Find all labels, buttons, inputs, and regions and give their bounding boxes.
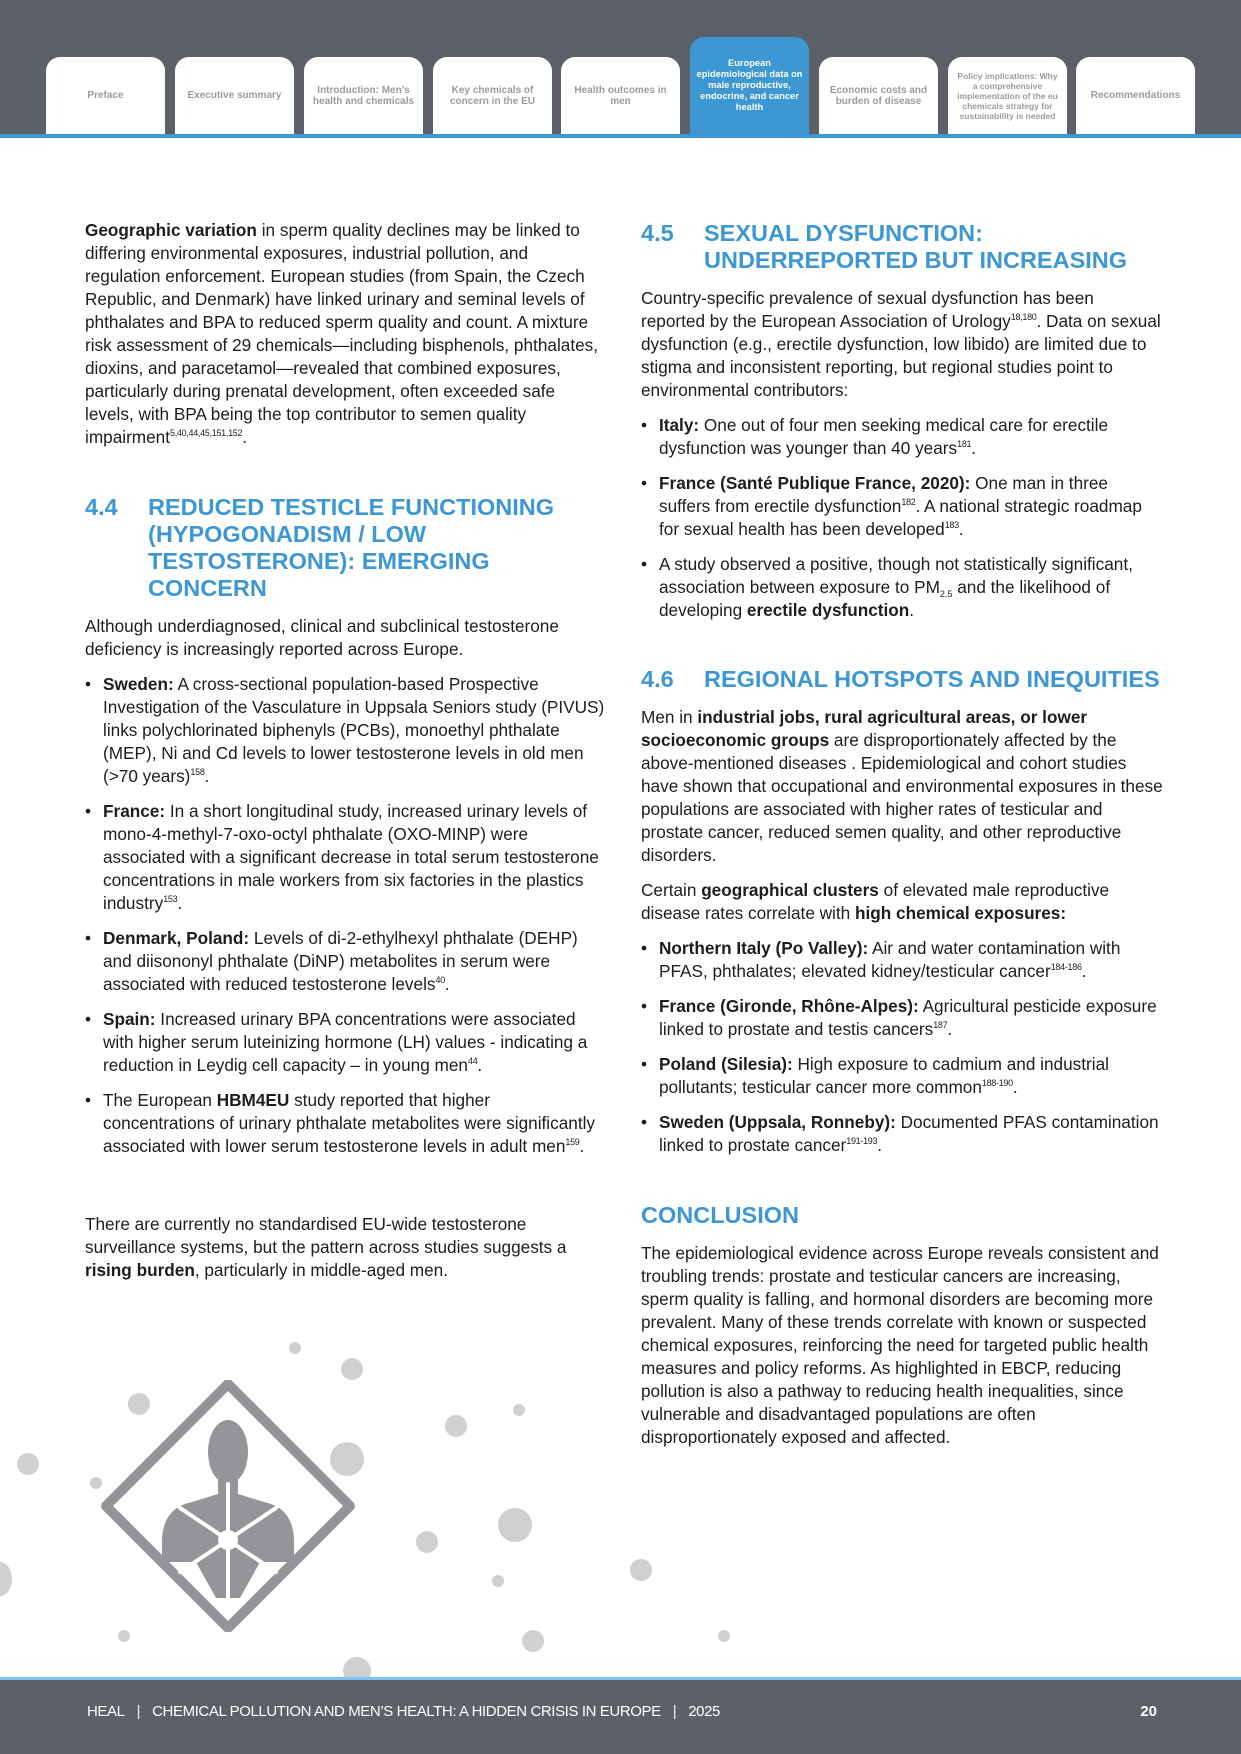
tab-policy-implications[interactable]: Policy implications: Why a comprehensive implementation of the eu chemicals strategy for sustainability is needed: [948, 57, 1067, 134]
section-4-6-bullets: [641, 937, 1166, 1169]
decorative-dot: [522, 1630, 544, 1652]
section-4-5-intro: Country-specific prevalence of sexual dysfunction has been reported by the European Association of Urology$^{18,180}$. Data on sexual dysfunction (e.g., erectile dysfunction, low libido) are limited due to stigma and inconsistent reporting, but regional studies point to environmental contributors:: [641, 288, 1161, 400]
section-4-4-intro: Although underdiagnosed, clinical and subclinical testosterone deficiency is increasingly reported across Europe.: [85, 616, 559, 659]
list-item: • France (Gironde, Rhône-Alpes): Agricultural pesticide exposure linked to prostate and testis cancers$^{187}$.: [641, 995, 1166, 1041]
citation: 5,40,44,45,151,152: [170, 428, 243, 438]
health-hazard-illustration: [0, 1320, 760, 1680]
list-item: • A study observed a positive, though not statistically significant, association between exposure to $PM_{2.5}$ and the likelihood of developing erectile dysfunction.: [641, 553, 1161, 622]
decorative-dot: [513, 1404, 525, 1416]
tab-key-chemicals[interactable]: Key chemicals of concern in the EU: [433, 57, 552, 134]
list-item: • Sweden (Uppsala, Ronneby): Documented PFAS contamination linked to prostate cancer$^{191-193}$.: [641, 1111, 1166, 1157]
section-4-4-closing: There are currently no standardised EU-wide testosterone surveillance systems, but the pattern across studies suggests a rising burden, particularly in middle-aged men.: [85, 1214, 567, 1280]
footer-org: HEAL: [87, 1703, 125, 1720]
page-number: 20: [1140, 1703, 1157, 1720]
tab-recommendations[interactable]: Recommendations: [1076, 57, 1195, 134]
conclusion-paragraph: The epidemiological evidence across Europe reveals consistent and troubling trends: prostate and testicular cancers are increasing, sperm quality is falling, and hormonal disorders are becoming more prevalent. Many of these trends correlate with known or suspected chemical exposures, reinforcing the need for targeted public health measures and policy reforms. As highlighted in EBCP, reducing pollution is also a pathway to reducing health inequalities, since vulnerable and disadvantaged populations are often disproportionately exposed and affected.: [641, 1243, 1159, 1447]
list-item: • Sweden: A cross-sectional population-based Prospective Investigation of the Vasculature in Uppsala Seniors study (PIVUS) links polychlorinated biphenyls (PCBs), monoethyl phthalate (MEP), Ni and Cd levels to lower testosterone levels in old men (>70 years)$^{158}$.: [85, 673, 605, 788]
decorative-dot: [341, 1358, 363, 1380]
list-item: • Denmark, Poland: Levels of di-2-ethylhexyl phthalate (DEHP) and diisononyl phthalate (DiNP) metabolites in serum were associated with reduced testosterone levels$^{40}$.: [85, 927, 605, 996]
footer: [0, 1680, 1241, 1754]
footer-credits: HEAL | CHEMICAL POLLUTION AND MEN’S HEALTH: A HIDDEN CRISIS IN EUROPE | 2025: [87, 1703, 721, 1720]
section-4-6-paragraph-2: Certain geographical clusters of elevated male reproductive disease rates correlate with high chemical exposures:: [641, 880, 1110, 923]
list-item: • France: In a short longitudinal study, increased urinary levels of mono-4-methyl-7-oxo-octyl phthalate (OXO-MINP) were associated with a significant decrease in total serum testosterone concentrations in male workers from six factories in the plastics industry$^{153}$.: [85, 800, 605, 915]
tab-economic-costs[interactable]: Economic costs and burden of disease: [819, 57, 938, 134]
conclusion-heading: CONCLUSION: [641, 1202, 799, 1228]
list-item: • Spain: Increased urinary BPA concentrations were associated with higher serum luteinizing hormone (LH) values - indicating a reduction in Leydig cell capacity – in young men$^{44}$.: [85, 1008, 605, 1077]
list-item: • Northern Italy (Po Valley): Air and water contamination with PFAS, phthalates; elevated kidney/testicular cancer$^{184-186}$.: [641, 937, 1166, 983]
tab-european-epidemiological-data[interactable]: European epidemiological data on male reproductive, endocrine, and cancer health: [690, 37, 809, 134]
section-4-5-heading: 4.5 SEXUAL DYSFUNCTION: UNDERREPORTED BUT INCREASING: [641, 220, 1128, 273]
decorative-dot: [498, 1508, 532, 1542]
geographic-variation-paragraph: Geographic variation in sperm quality declines may be linked to differing environmental exposures, industrial pollution, and regulation enforcement. European studies (from Spain, the Czech Republic, and Denmark) have linked urinary and seminal levels of phthalates and BPA to reduced sperm quality and count. A mixture risk assessment of 29 chemicals—including bisphenols, phthalates, dioxins, and paracetamol—revealed that combined exposures, particularly during prenatal development, often exceeded safe levels, with BPA being the top contributor to semen quality impairment$^{5,40,44,45,151,152}$.: [85, 220, 599, 447]
decorative-dot: [17, 1453, 39, 1475]
decorative-dot: [445, 1415, 467, 1437]
decorative-dot: [289, 1342, 301, 1354]
tab-introduction[interactable]: Introduction: Men’s health and chemicals: [304, 57, 423, 134]
section-4-4-bullets: [85, 673, 605, 1170]
decorative-dot: [492, 1575, 504, 1587]
section-tabs: [0, 0, 1241, 134]
section-4-6-paragraph-1: Men in industrial jobs, rural agricultural areas, or lower socioeconomic groups are disproportionately affected by the above-mentioned diseases . Epidemiological and cohort studies have shown that occupational and environmental exposures in these populations are associated with higher rates of testicular and prostate cancer, reduced semen quality, and other reproductive disorders.: [641, 707, 1163, 865]
section-4-6-heading: 4.6 REGIONAL HOTSPOTS AND INEQUITIES: [641, 666, 1160, 692]
header-divider: [0, 134, 1241, 138]
section-4-5-bullets: [641, 414, 1161, 634]
decorative-dot: [0, 1562, 12, 1596]
list-item: • Italy: One out of four men seeking medical care for erectile dysfunction was younger than 40 years$^{181}$.: [641, 414, 1161, 460]
decorative-dot: [718, 1630, 730, 1642]
tab-preface[interactable]: Preface: [46, 57, 165, 134]
list-item: • Poland (Silesia): High exposure to cadmium and industrial pollutants; testicular cancer more common$^{188-190}$.: [641, 1053, 1166, 1099]
list-item: • The European HBM4EU study reported that higher concentrations of urinary phthalate metabolites were significantly associated with lower serum testosterone levels in adult men$^{159}$.: [85, 1089, 605, 1158]
footer-publication-title: CHEMICAL POLLUTION AND MEN’S HEALTH: A HIDDEN CRISIS IN EUROPE: [152, 1703, 661, 1720]
decorative-dot: [416, 1531, 438, 1553]
footer-year: 2025: [688, 1703, 721, 1720]
decorative-dot: [630, 1559, 652, 1581]
tab-executive-summary[interactable]: Executive summary: [175, 57, 294, 134]
section-4-4-heading: 4.4 REDUCED TESTICLE FUNCTIONING (HYPOGONADISM / LOW TESTOSTERONE): EMERGING CONCERN: [85, 494, 555, 601]
tab-health-outcomes[interactable]: Health outcomes in men: [561, 57, 680, 134]
list-item: • France (Santé Publique France, 2020): One man in three suffers from erectile dysfunction$^{182}$. A national strategic roadmap for sexual health has been developed$^{183}$.: [641, 472, 1161, 541]
health-hazard-pictogram-icon: [100, 1380, 356, 1632]
